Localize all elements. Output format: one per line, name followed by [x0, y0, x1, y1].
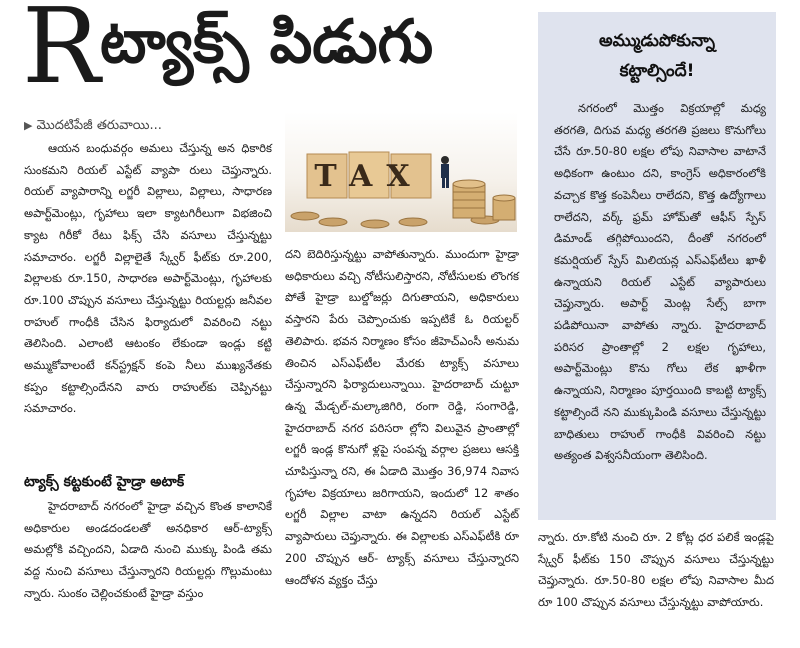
paragraph: న్నారు. రూ.కోటి నుంచి రూ. 2 కోట్ల ధర పలికే ఇండ్లపై స్క్వేర్ ఫీట్‌కు 150 చొప్పున వసూలు చేస్తున్నట్టు చెప్తున్నారు. రూ.50-80 లక్షల లోపు నివాసాల మీద రూ 100 చొప్పున వసూలు చేస్తున్నట్టు వాపోయారు.: [538, 530, 774, 610]
headline-text: ట్యాక్స్ పిడుగు: [100, 7, 434, 77]
paragraph: నగరంలో మొత్తం విక్రయాల్లో మధ్య తరగతి, దిగువ మధ్య తరగతి ప్రజలు కొనుగోలు చేసే రూ.50-80 లక్షల లోపు నివాసాల వాటానే అధికంగా ఉంటుం దని, కాంగ్రెస్ అధికారంలోకి వచ్చాక కొత్త కంపెనీలు రాలేదని, కొత్త ఉద్యోగాలు రాలేదని, వర్క్ ఫ్రమ్ హోమ్‌తో ఆఫీస్ స్పేస్ డిమాండ్ తగ్గిపోయిందని, దీంతో నగరంలో కమర్షియల్ స్పేస్ మిలియన్ల ఎస్ఎఫ్‌టీలు ఖాళీ ఉన్నాయని రియల్ ఎస్టేట్ వ్యాపారులు చెప్తున్నారు. అపార్ట్ మెంట్ల సేల్స్ బాగా పడిపోయినా వాపోతు న్నారు. హైదరాబాద్ పరిసర ప్రాంతాల్లో 2 లక్షల గృహాలు, అపార్ట్‌మెంట్లు కొను గోలు లేక ఖాళీగా ఉన్నాయని, నిర్మాణం పూర్తయింది కాబట్టి ట్యాక్స్ కట్టాల్సిందే నని ముక్కుపిండి వసూలు చేస్తున్నట్టు బాధితులు రాహుల్ గాంధీకి వివరించి నట్టు అత్యంత విశ్వసనీయంగా తెలిసింది.: [554, 101, 766, 463]
article-column-3-bottom: [538, 527, 774, 614]
article-column-1: [24, 138, 272, 420]
arrow-right-icon: ▶: [24, 119, 33, 132]
continued-label: [24, 118, 162, 136]
tax-photo-illustration: [285, 112, 517, 232]
paragraph: దని బెదిరిస్తున్నట్టు వాపోతున్నారు. ముందుగా హైడ్రా అధికారులు వచ్చి నోటీసులిస్తారని, నోటీసులకు లొంగక పోతే హైడ్రా బుల్డోజర్లు దిగుతాయని, అధికారులు వస్తారని పేరు చెప్పొంచుకు ఇప్పటికే ఓ రియల్టర్ తెలిపారు. భవన నిర్మాణం కోసం జీహెచ్ఎంసీ అనుమ తించిన ఎస్ఎఫ్‌టీల మేరకు ట్యాక్స్ వసూలు చేస్తున్నారని ఫిర్యాదులున్నాయి. హైదరాబాద్ చుట్టూ ఉన్న మేడ్చల్-మల్కాజిగిరి, రంగా రెడ్డి, సంగారెడ్డి, హైదరాబాద్ నగర పరిసరా ల్లోని విలువైన ప్రాంతాల్లో లగ్జరీ ఇండ్ల కొనుగో ళ్లపై సంపన్న వర్గాల ప్రజలు ఆసక్తి చూపిస్తున్నా రని, ఈ ఏడాది మొత్తం 36,974 నివాస గృహాల విక్రయాలు జరిగాయని, ఇందులో 12 శాతం లగ్జరీ విల్లాల వాటా ఉన్నదని రియల్ ఎస్టేట్ వ్యాపారులు చెప్తున్నారు. ఈ విల్లాలకు ఎస్ఎఫ్‌టీకి రూ 200 చొప్పున ఆర్- ట్యాక్స్ వసూలు చేస్తున్నారని ఆందోళన వ్యక్తం చేస్తు: [285, 247, 519, 587]
sidebar-title-line-1: అమ్ముడుపోకున్నా: [599, 31, 715, 51]
paragraph: ఆయన బంధువర్గం అమలు చేస్తున్న అన ధికారిక సుంకమని రియల్ ఎస్టేట్ వ్యాపా రులు చెప్తున్నారు. రియల్ వ్యాపారాన్ని లగ్జరీ విల్లాలు, విల్లాలు, సాధారణ అపార్ట్‌మెంట్లు, గృహాలు ఇలా క్యాటగిరీలుగా విభజించి క్యాట గిరీకో రేటు ఫిక్స్ చేసి వసూలు చేస్తున్నట్టు సమాచారం. లగ్జరీ విల్లాలైతే స్క్వేర్ ఫీట్‌కు రూ.200, విల్లాలకు రూ.150, సాధారణ అపార్ట్‌మెంట్లు, గృహాలకు రూ.100 చొప్పున వసూలు చేస్తున్నట్టు రియల్టర్లు జనీవల రాహుల్ గాంధీకి చేసిన ఫిర్యాదులో వివరించి నట్టు తెలిసింది. ఎలాంటి ఆటంకం లేకుండా ఇండ్లు కట్టి అమ్ముకోవాలంటే కన్‌స్ట్రక్షన్ కంపె నీలు ముఖ్యనేతకు కప్పం కట్టాల్సిందేనని వారు రాహుల్‌కు చెప్పినట్టు సమాచారం.: [24, 141, 272, 416]
sidebar-title: [538, 26, 776, 86]
headline-r-letter: R: [22, 0, 99, 107]
sidebar-body: [554, 98, 766, 467]
article-column-2: [285, 244, 519, 591]
sidebar-box: [538, 12, 776, 520]
headline: [22, 0, 522, 107]
subheading: ట్యాక్స్ కట్టకుంటే హైడ్రా అటాక్: [24, 474, 185, 490]
tax-blocks: [307, 152, 431, 198]
paragraph: హైదరాబాద్ నగరంలో హైడ్రా వచ్చిన కొంత కాలానికే అధికారుల అండదండలతో అనధికార ఆర్-ట్యాక్స్ అమల్లోకి వచ్చిందని, ఏడాది నుంచి ముక్కు పిండి తమ వద్ద నుంచి వసూలు చేస్తున్నారని రియల్టర్లు గొల్లుమంటు న్నారు. సుంకం చెల్లించకుంటే హైడ్రా వస్తుం: [24, 499, 272, 600]
continued-label-text: మొదటిపేజీ తరువాయి...: [36, 118, 162, 133]
tax-photo: [285, 112, 517, 232]
sidebar-title-line-2: కట్టాల్సిందే!: [619, 61, 695, 81]
tax-blocks-text: TAX: [314, 159, 424, 194]
article-column-1b: [24, 496, 272, 605]
